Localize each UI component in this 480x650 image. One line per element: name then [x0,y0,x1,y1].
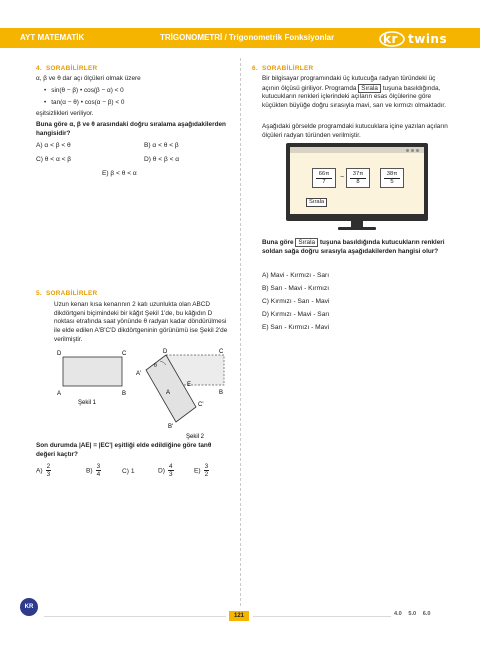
q5-option-c-label: C) [122,468,129,475]
q4-number: 4. [36,65,42,72]
publisher-logo: KR [20,598,38,616]
q4-question: Buna göre α, β ve θ arasındaki doğru sıralama aşağıdakilerden hangisidir? [36,121,226,137]
q5-option-c-value: 1 [130,468,135,475]
q5-option-c[interactable] [122,468,134,477]
angle-box-1-num: 66π [316,171,332,179]
q4-condition-2 [44,99,124,108]
q5-option-e-num: 3 [204,463,209,470]
angle-box-2-den: 8 [356,179,360,186]
q6-text-2: Aşağıdaki görselde programdaki kutucuklara içine yazılan açıların ölçüleri radyan türünden verilmiştir. [262,123,448,139]
q5-number: 5. [36,290,42,297]
topic-title: TRİGONOMETRİ / Trigonometrik Fonksiyonlar [160,33,335,42]
svg-text:kr: kr [383,32,398,46]
q6-number: 6. [252,65,258,72]
q6-text-1a: Bir bilgisayar programındaki üç kutucuğa radyan türündeki üç açının ölçüsü giriliyor. Programda [262,75,436,92]
q6-option-b[interactable]: B) Sarı - Mavi - Kırmızı [262,285,330,292]
monitor-foot [338,227,376,230]
q6-option-a[interactable]: A) Mavi - Kırmızı - Sarı [262,272,330,279]
svg-text:twins: twins [408,32,448,46]
computer-monitor [286,143,428,221]
page-number: 121 [229,611,249,621]
fig2-caption: Şekil 2 [186,434,205,440]
column-divider [240,58,241,606]
q5-option-b-fraction [96,463,102,478]
fig2-label-theta: θ [154,363,157,369]
q5-option-e-label: E) [194,467,201,475]
q5-heading [36,290,97,299]
fig2-label-d: D [163,349,168,355]
q4-option-d[interactable]: D) θ < β < α [144,156,180,163]
q5-option-d-label: D) [158,467,165,475]
angle-box-2-sign: − [340,174,345,181]
sirala-button[interactable]: Sırala [306,198,327,207]
q5-heading-text: SORABİLİRLER [45,290,98,297]
footer-tag: 5.0 [408,611,417,617]
q4-condition-1 [44,87,124,96]
figure-1 [54,348,134,408]
q6-question [262,238,454,256]
angle-box-1-den: 7 [322,179,326,186]
q6-option-e[interactable]: E) Sarı - Kırmızı - Mavi [262,324,330,331]
q5-option-b-num: 3 [96,463,101,470]
angle-box-3-num: 38π [384,171,400,179]
fig2-label-a: A [166,390,171,396]
fig2-label-a-prime: A' [136,371,142,377]
fig2-label-c: C [219,349,224,355]
q5-option-d-num: 4 [168,463,173,470]
q5-option-e-den: 2 [204,471,209,479]
q5-option-a-label: A) [36,467,43,475]
q4-condition-1-text: sin(θ − β) • cos(β − α) < 0 [51,87,124,94]
figure-2 [134,346,234,442]
q4-option-b[interactable]: B) α < θ < β [144,142,179,149]
q4-option-e[interactable]: E) β < θ < α [102,170,137,177]
q6-inline-sirala-button: Sırala [358,84,381,93]
q6-option-d[interactable]: D) Kırmızı - Mavi - Sarı [262,311,330,318]
fig1-caption: Şekil 1 [78,400,97,406]
fig2-label-b: B [219,390,224,396]
q4-option-a[interactable]: A) α < β < θ [36,142,71,149]
brand-logo-art [378,28,468,48]
q5-option-a-num: 2 [46,463,51,470]
footer-tag: 4.0 [394,611,402,617]
q5-option-e-fraction [204,463,210,478]
q5-option-b-label: B) [86,467,93,475]
window-dot-icon [411,149,414,152]
program-screen [290,147,424,214]
fig1-label-d: D [57,351,62,357]
q5-option-a-fraction [46,463,52,478]
fig2-label-b-prime: B' [168,424,174,430]
fig1-rectangle [63,357,122,386]
window-dot-icon [416,149,419,152]
q5-option-d-fraction [168,463,174,478]
window-dot-icon [406,149,409,152]
angle-box-1[interactable] [312,168,336,188]
q4-condition-2-text: tan(α − θ) • cos(α − β) < 0 [51,99,125,106]
subject-title: AYT MATEMATİK [20,33,85,42]
fig1-label-a: A [57,391,62,397]
q5-option-a-den: 3 [46,471,51,479]
angle-box-2[interactable] [346,168,370,188]
q5-option-b[interactable] [86,463,101,478]
fig2-label-c-prime: C' [198,402,204,408]
q6-heading [252,65,313,74]
q6-question-sirala-button: Sırala [295,238,318,247]
page-header [0,28,480,48]
brand-logo [378,28,468,48]
q5-option-e[interactable] [194,463,209,478]
footer-line-right [253,616,391,617]
fig1-label-c: C [122,351,127,357]
q6-option-c[interactable]: C) Kırmızı - Sarı - Mavi [262,298,330,305]
q5-option-d-den: 3 [168,471,173,479]
q4-intro: α, β ve θ dar açı ölçüleri olmak üzere [36,75,141,82]
q6-heading-text: SORABİLİRLER [261,65,314,72]
q6-question-b: tuşuna basıldığında kutucukların renkleri soldan sağa doğru sırasıyla aşağıdakilerden hangisi olur? [262,239,445,255]
q4-option-c[interactable]: C) θ < α < β [36,156,72,163]
q6-text-1b: tuşuna basıldığında, kutucukların renkleri içlerindeki açıların esas ölçülerine göre küçükten büyüğe doğru sırasıyla mavi, sarı ve kırmızı olmaktadır. [262,84,446,109]
footer-tags [394,611,435,619]
q5-option-b-den: 4 [96,471,101,479]
footer-tag: 6.0 [422,611,431,617]
fig1-label-b: B [122,391,127,397]
q5-question: Son durumda |AE| = |EC'| eşitliği elde edildiğine göre tanθ değeri kaçtır? [36,442,212,458]
footer-line-left [44,616,226,617]
q6-text-1 [262,75,454,111]
q4-heading [36,65,97,74]
fig2-label-e: E [187,382,192,388]
q5-option-d[interactable] [158,463,174,478]
q5-option-a[interactable] [36,463,51,478]
angle-box-3[interactable] [380,168,404,188]
q4-given: eşitsizlikleri veriliyor. [36,110,94,117]
angle-box-2-num: 37π [350,171,366,179]
window-title-bar [290,147,424,153]
q5-text: Uzun kenarı kısa kenarının 2 katı uzunlukta olan ABCD dikdörtgeni biçimindeki bir kâğıt Şekil 1'de, bu kâğıdın D noktası etrafında saat yönünde θ radyan kadar döndürülmesi ile elde edilen A'B'C'D dikdörtgeninin görünümü ise Şekil 2'de verilmiştir. [54,301,228,343]
q6-question-a: Buna göre [262,239,294,246]
q4-heading-text: SORABİLİRLER [45,65,98,72]
angle-box-3-den: 5 [390,179,394,186]
